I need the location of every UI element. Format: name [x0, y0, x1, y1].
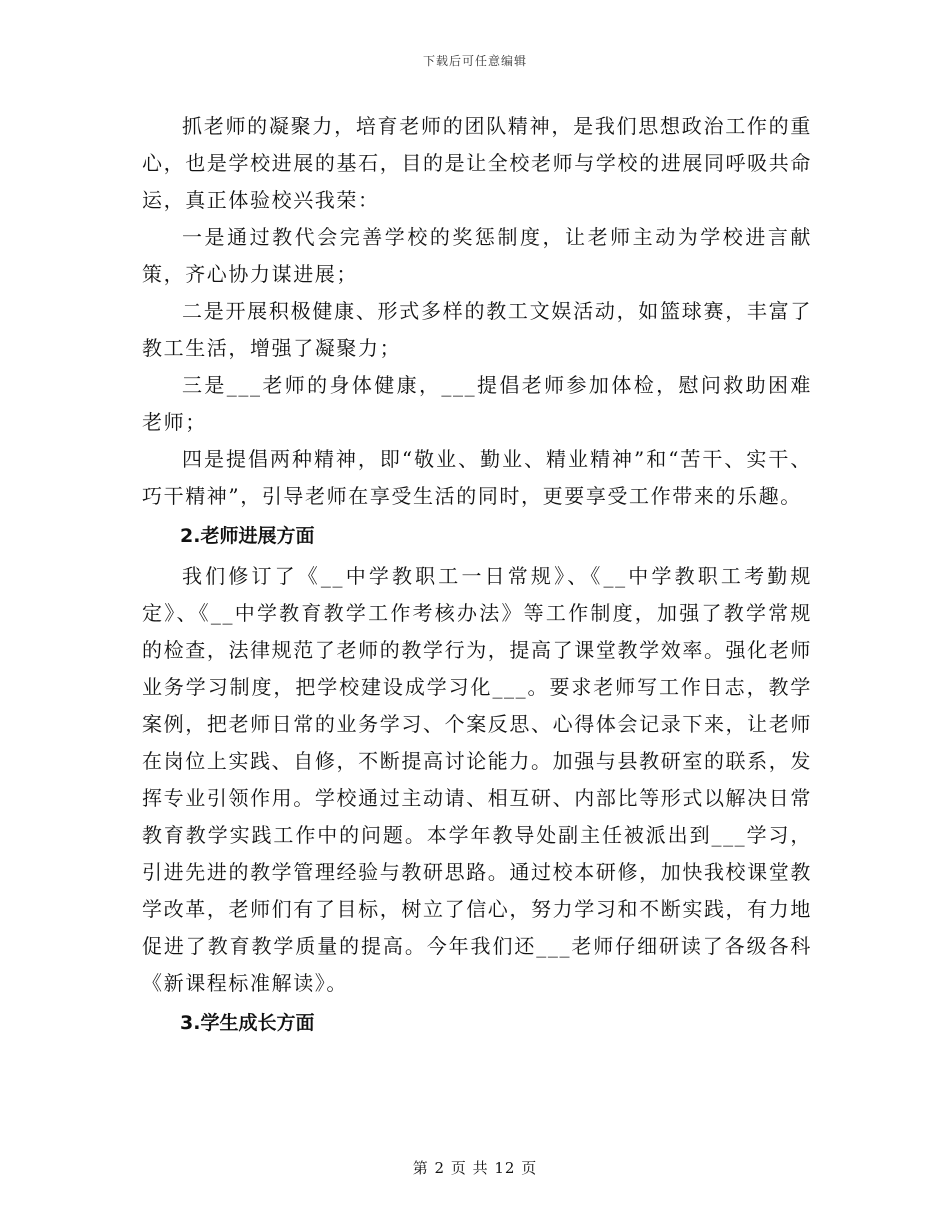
paragraph-item-one: 一是通过教代会完善学校的奖惩制度，让老师主动为学校进言献策，齐心协力谋进展； [142, 225, 812, 286]
document-body [142, 108, 812, 1042]
section-heading-teacher-development: 2.老师进展方面 [180, 525, 315, 547]
paragraph-cohesion: 抓老师的凝聚力，培育老师的团队精神，是我们思想政治工作的重心，也是学校进展的基石，目的是让全校老师与学校的进展同呼吸共命运，真正体验校兴我荣： [142, 114, 812, 212]
paragraph-item-two: 二是开展积极健康、形式多样的教工文娱活动，如篮球赛，丰富了教工生活，增强了凝聚力； [142, 299, 812, 360]
paragraph-item-three: 三是___老师的身体健康，___提倡老师参加体检，慰问救助困难老师； [142, 373, 812, 434]
page-header: 下载后可任意编辑 [422, 54, 527, 68]
paragraph-item-four: 四是提倡两种精神，即“敬业、勤业、精业精神”和“苦干、实干、巧干精神”，引导老师在享受生活的同时，更要享受工作带来的乐趣。 [142, 447, 812, 508]
section-heading-student-growth: 3.学生成长方面 [180, 1012, 315, 1034]
page-number-footer: 第 2 页 共 12 页 [412, 1159, 538, 1177]
paragraph-teacher-development: 我们修订了《__中学教职工一日常规》、《__中学教职工考勤规定》、《__中学教育教学工作考核办法》等工作制度，加强了教学常规的检查，法律规范了老师的教学行为，提高了课堂教学效率。强化老师业务学习制度，把学校建设成学习化___。要求老师写工作日志，教学案例，把老师日常的业务学习、个案反思、心得体会记录下来，让老师在岗位上实践、自修，不断提高讨论能力。加强与县教研室的联系，发挥专业引领作用。学校通过主动请、相互研、内部比等形式以解决日常教育教学实践工作中的问题。本学年教导处副主任被派出到___学习，引进先进的教学管理经验与教研思路。通过校本研修，加快我校课堂教学改革，老师们有了目标，树立了信心，努力学习和不断实践，有力地促进了教育教学质量的提高。今年我们还___老师仔细研读了各级各科《新课程标准解读》。 [142, 564, 812, 995]
